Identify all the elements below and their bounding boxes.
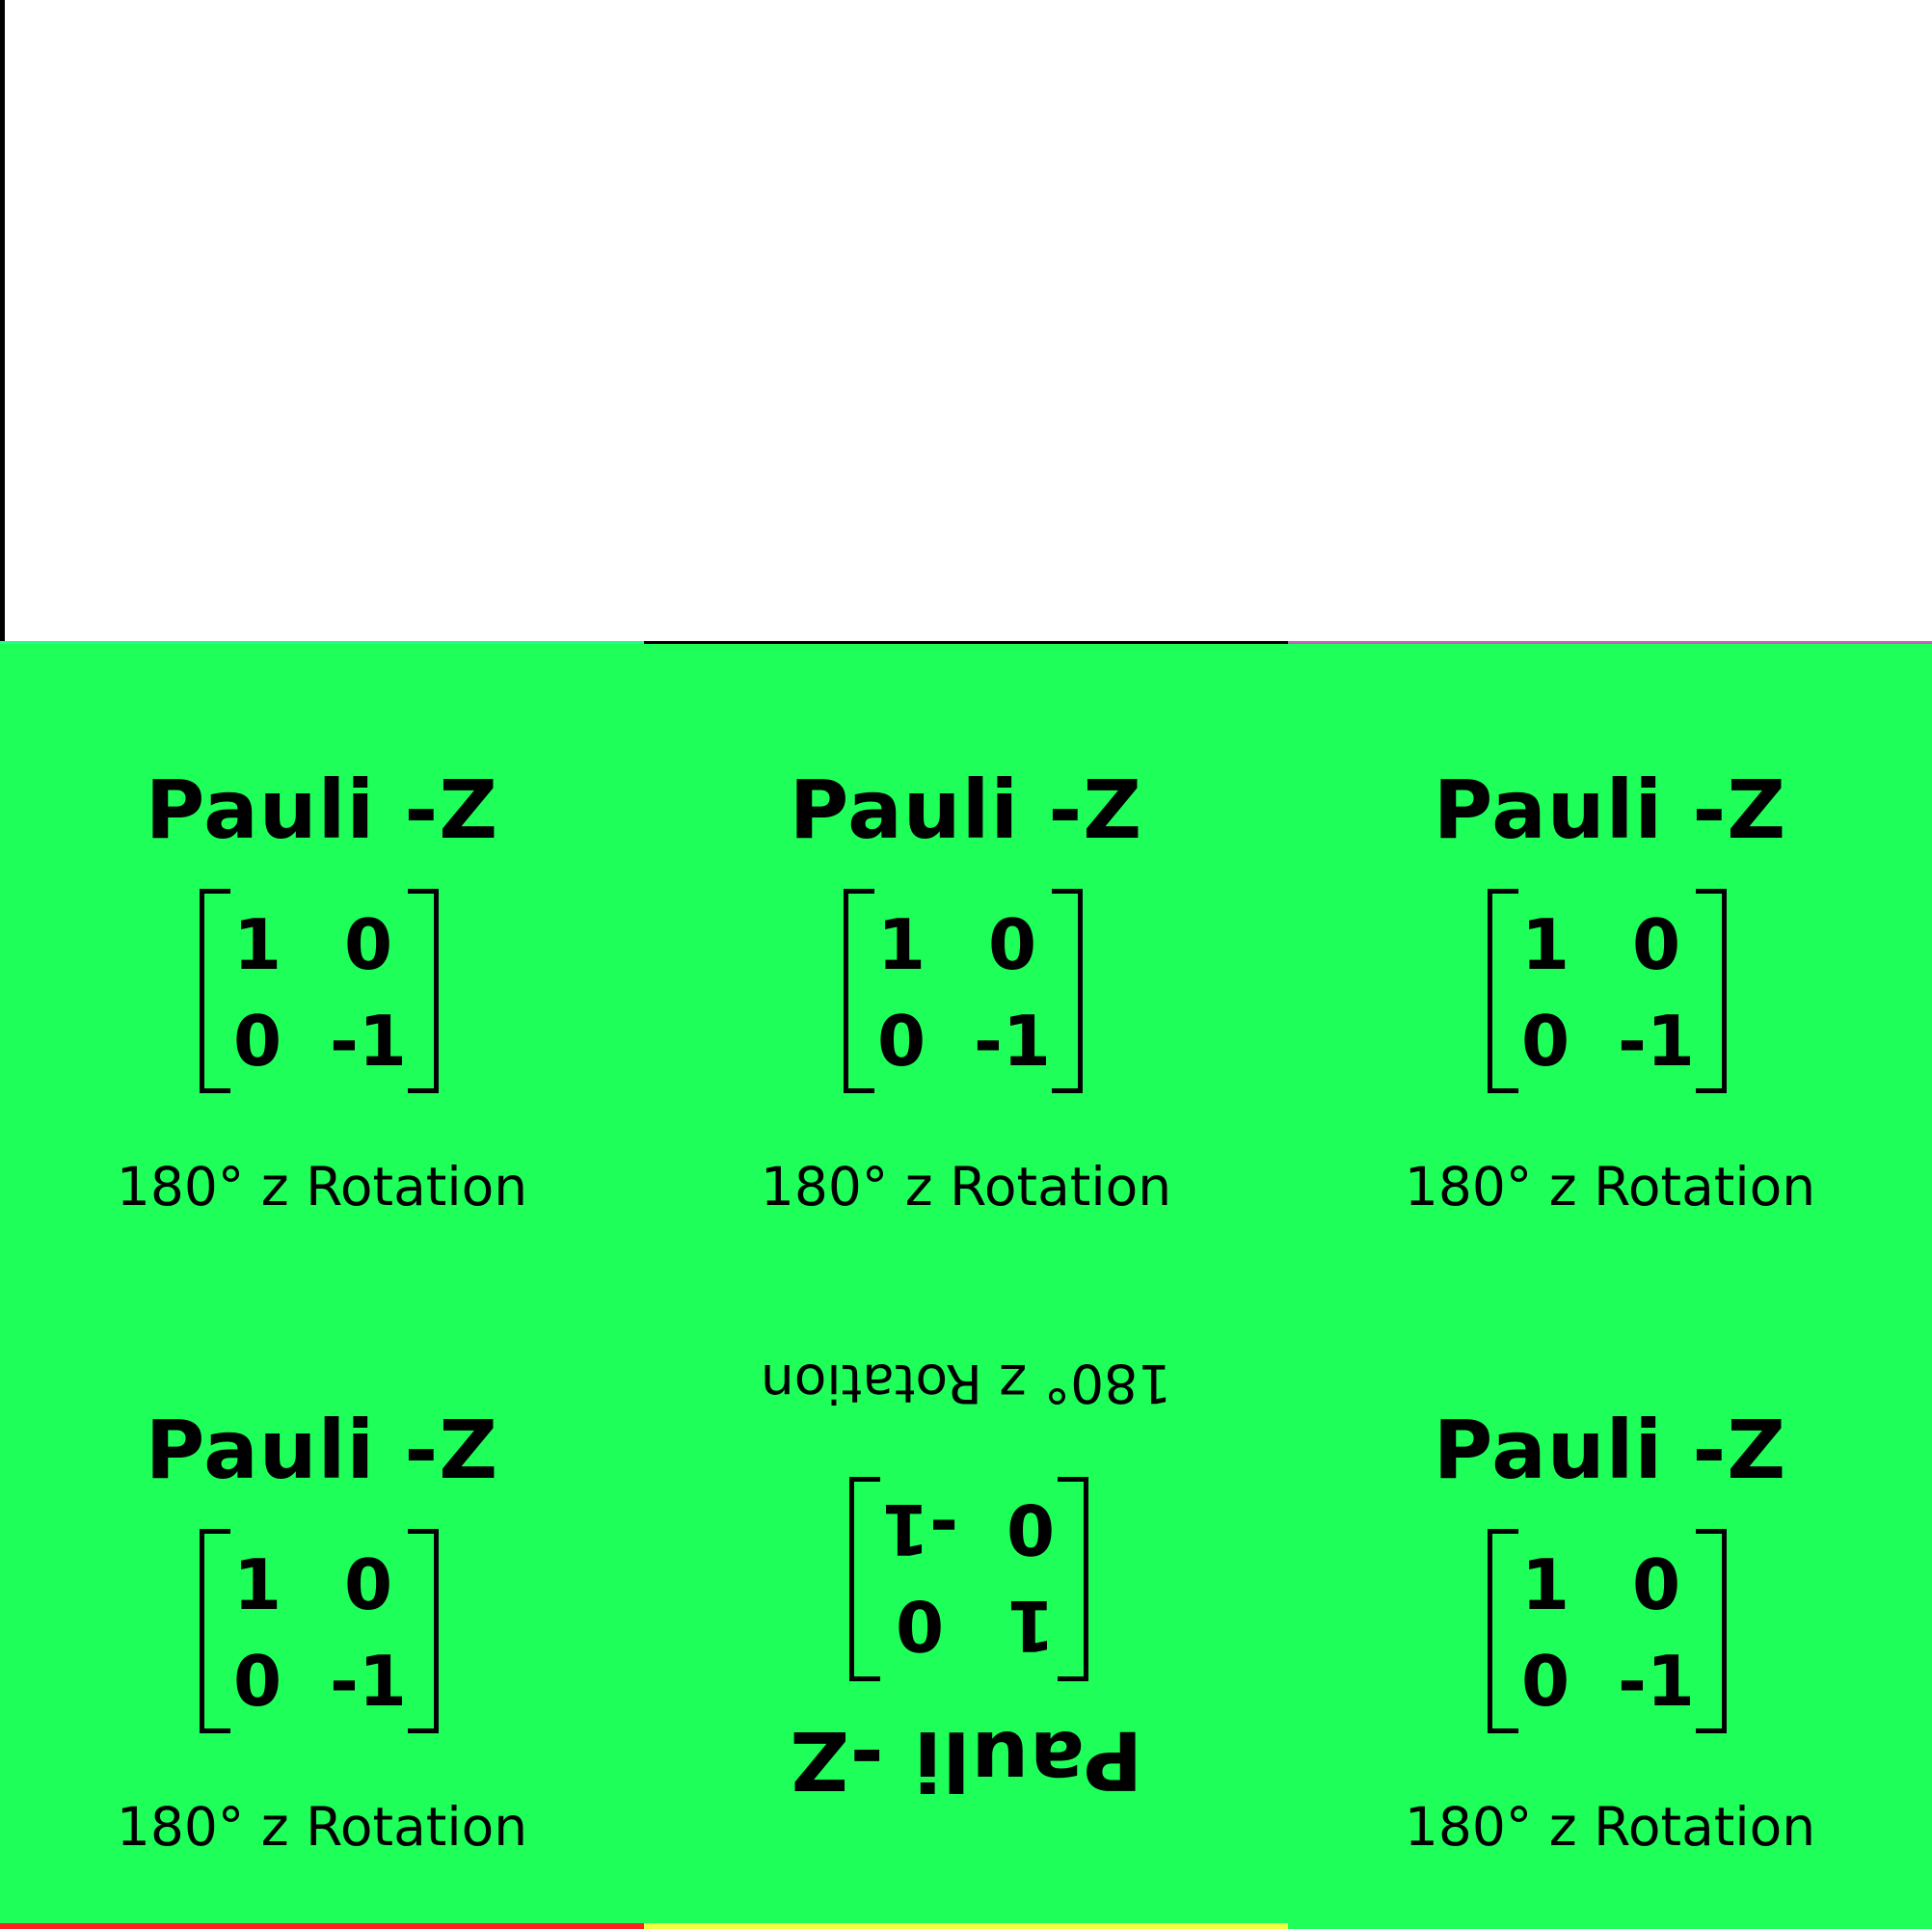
gate-description: 180° z Rotation bbox=[116, 1156, 528, 1218]
gate-card bbox=[0, 1284, 644, 1926]
gate-title: Pauli -Z bbox=[145, 1403, 499, 1497]
gate-matrix bbox=[844, 889, 1083, 1099]
gate-card-upside-down bbox=[644, 1284, 1288, 1926]
card-content bbox=[644, 644, 1288, 1286]
matrix-cell: -1 bbox=[1618, 1641, 1695, 1722]
card-content bbox=[1288, 1284, 1932, 1926]
matrix-cell: -1 bbox=[974, 1001, 1051, 1082]
matrix-cell: 0 bbox=[232, 1001, 282, 1082]
matrix-cell: 1 bbox=[1520, 904, 1570, 985]
card-content bbox=[644, 1284, 1288, 1926]
matrix-cell: 0 bbox=[1631, 1544, 1681, 1625]
matrix-cell: 0 bbox=[343, 904, 393, 985]
gate-title: Pauli -Z bbox=[1433, 763, 1787, 857]
gate-matrix bbox=[849, 1471, 1088, 1681]
gate-matrix bbox=[200, 1529, 439, 1739]
matrix-cell: -1 bbox=[330, 1641, 407, 1722]
matrix-cell: 1 bbox=[232, 1544, 282, 1625]
gate-matrix bbox=[1488, 1529, 1727, 1739]
bottom-edge-right bbox=[1288, 1923, 1932, 1929]
card-content bbox=[1288, 644, 1932, 1286]
matrix-cell: 0 bbox=[1520, 1641, 1570, 1722]
gate-card bbox=[1288, 644, 1932, 1286]
gate-title: Pauli -Z bbox=[1433, 1403, 1787, 1497]
gate-card bbox=[644, 644, 1288, 1286]
gate-matrix bbox=[1488, 889, 1727, 1099]
matrix-cell: 0 bbox=[1006, 1488, 1056, 1569]
matrix-cell: 0 bbox=[232, 1641, 282, 1722]
matrix-cell: 0 bbox=[876, 1001, 926, 1082]
matrix-cell: 1 bbox=[1006, 1585, 1056, 1666]
gate-title: Pauli -Z bbox=[145, 763, 499, 857]
gate-description: 180° z Rotation bbox=[760, 1156, 1172, 1218]
matrix-cell: 0 bbox=[343, 1544, 393, 1625]
bottom-edge-middle bbox=[644, 1923, 1288, 1929]
gate-description: 180° z Rotation bbox=[116, 1796, 528, 1858]
matrix-cell: 1 bbox=[232, 904, 282, 985]
matrix-cell: 1 bbox=[1520, 1544, 1570, 1625]
card-content bbox=[0, 644, 644, 1286]
matrix-cell: 0 bbox=[895, 1585, 945, 1666]
gate-card bbox=[1288, 1284, 1932, 1926]
matrix-cell: 0 bbox=[987, 904, 1037, 985]
matrix-cell: 0 bbox=[1520, 1001, 1570, 1082]
gate-matrix bbox=[200, 889, 439, 1099]
left-margin-rule bbox=[0, 0, 5, 642]
gate-title: Pauli -Z bbox=[789, 763, 1143, 857]
matrix-cell: 0 bbox=[1631, 904, 1681, 985]
gate-description: 180° z Rotation bbox=[1404, 1796, 1816, 1858]
matrix-cell: 1 bbox=[876, 904, 926, 985]
gate-description: 180° z Rotation bbox=[760, 1353, 1172, 1414]
bottom-edge-left bbox=[0, 1923, 644, 1929]
matrix-cell: -1 bbox=[881, 1488, 958, 1569]
matrix-cell: -1 bbox=[1618, 1001, 1695, 1082]
gate-title: Pauli -Z bbox=[789, 1713, 1143, 1808]
gate-description: 180° z Rotation bbox=[1404, 1156, 1816, 1218]
gate-card bbox=[0, 644, 644, 1286]
matrix-cell: -1 bbox=[330, 1001, 407, 1082]
card-content bbox=[0, 1284, 644, 1926]
